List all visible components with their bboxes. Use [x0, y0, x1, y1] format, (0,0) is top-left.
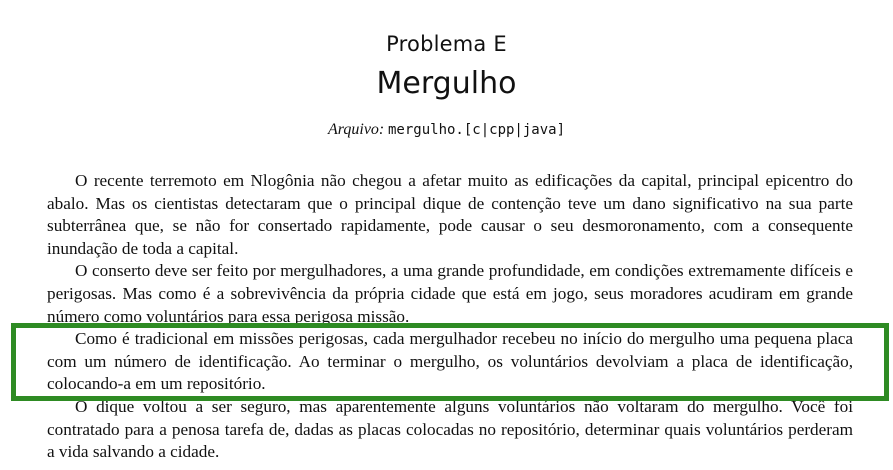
- file-line: [0, 121, 893, 139]
- file-name: mergulho.[c|cpp|java]: [388, 122, 566, 138]
- statement-paragraph-4: O dique voltou a ser seguro, mas aparentemente alguns voluntários não voltaram do mergulho. Você foi contratado para a penosa tarefa de, dadas as placas colocadas no repositório, determinar quais voluntários perderam a vida salvando a cidade.: [47, 396, 853, 462]
- problem-title: Mergulho: [376, 66, 517, 101]
- problem-label: Problema E: [386, 32, 507, 56]
- statement-paragraph-1: O recente terremoto em Nlogônia não chegou a afetar muito as edificações da capital, principal epicentro do abalo. Mas os cientistas detectaram que o principal dique de contenção teve um dano significativo na sua parte subterrânea que, se não for consertado rapidamente, pode causar o seu desmoronamento, com a consequente inundação de toda a capital.: [47, 171, 853, 258]
- problem-statement: [47, 170, 853, 464]
- statement-paragraph-3: Como é tradicional em missões perigosas, cada mergulhador recebeu no início do mergulho uma pequena placa com um número de identificação. Ao terminar o mergulho, os voluntários devolviam a placa de identificação, colocando-a em um repositório.: [47, 329, 853, 394]
- file-label: Arquivo:: [327, 121, 385, 138]
- statement-paragraph-2: O conserto deve ser feito por mergulhadores, a uma grande profundidade, em condições extremamente difíceis e perigosas. Mas como é a sobrevivência da própria cidade que está em jogo, seus moradores acudiram em grande número como voluntários para essa perigosa missão.: [47, 261, 853, 326]
